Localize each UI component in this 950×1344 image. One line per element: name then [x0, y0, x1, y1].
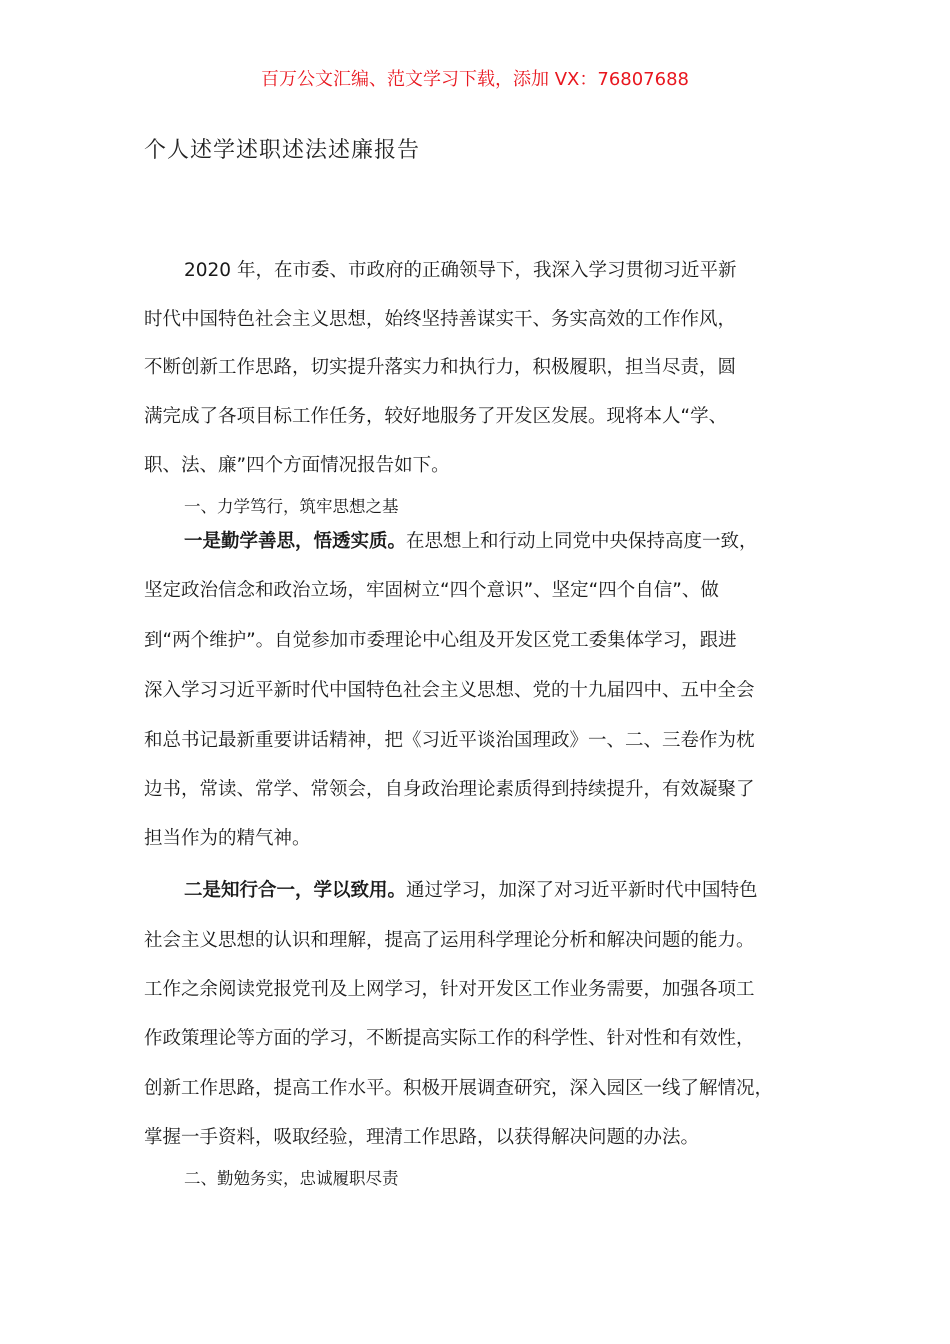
paragraph-line: 边书，常读、常学、常领会，自身政治理论素质得到持续提升，有效凝聚了 [144, 779, 755, 800]
paragraph-line: 创新工作思路，提高工作水平。积极开展调查研究，深入园区一线了解情况， [144, 1078, 774, 1099]
paragraph-line: 和总书记最新重要讲话精神，把《习近平谈治国理政》一、二、三卷作为枕 [144, 730, 755, 751]
paragraph-text: 在思想上和行动上同党中央保持高度一致， [406, 531, 758, 552]
paragraph-line: 担当作为的精气神。 [144, 828, 311, 849]
paragraph-line: 坚定政治信念和政治立场，牢固树立“四个意识”、坚定“四个自信”、做 [144, 580, 719, 601]
paragraph-line [184, 877, 758, 905]
intro-line: 2020 年，在市委、市政府的正确领导下，我深入学习贯彻习近平新 [184, 260, 737, 281]
paragraph-line: 掌握一手资料，吸取经验，理清工作思路，以获得解决问题的办法。 [144, 1127, 700, 1148]
intro-line: 时代中国特色社会主义思想，始终坚持善谋实干、务实高效的工作作风， [144, 309, 737, 330]
paragraph-lead: 二是知行合一，学以致用。 [184, 880, 407, 901]
paragraph-text: 通过学习，加深了对习近平新时代中国特色 [406, 880, 758, 901]
watermark-banner: 百万公文汇编、范文学习下载，添加 VX：76807688 [261, 69, 689, 90]
section-heading-2: 二、勤勉务实，忠诚履职尽责 [184, 1169, 399, 1188]
intro-line: 满完成了各项目标工作任务，较好地服务了开发区发展。现将本人“学、 [144, 406, 728, 427]
paragraph-lead: 一是勤学善思，悟透实质。 [184, 531, 407, 552]
intro-line: 职、法、廉”四个方面情况报告如下。 [144, 455, 450, 476]
intro-line: 不断创新工作思路，切实提升落实力和执行力，积极履职，担当尽责，圆 [144, 357, 737, 378]
paragraph-line: 社会主义思想的认识和理解，提高了运用科学理论分析和解决问题的能力。 [144, 930, 755, 951]
paragraph-line: 深入学习习近平新时代中国特色社会主义思想、党的十九届四中、五中全会 [144, 680, 755, 701]
section-heading-1: 一、力学笃行，筑牢思想之基 [184, 497, 399, 516]
paragraph-line: 作政策理论等方面的学习，不断提高实际工作的科学性、针对性和有效性， [144, 1028, 755, 1049]
paragraph-line: 到“两个维护”。自觉参加市委理论中心组及开发区党工委集体学习，跟进 [144, 630, 737, 651]
document-title: 个人述学述职述法述廉报告 [144, 138, 421, 163]
paragraph-line [184, 528, 758, 556]
paragraph-line: 工作之余阅读党报党刊及上网学习，针对开发区工作业务需要，加强各项工 [144, 979, 755, 1000]
